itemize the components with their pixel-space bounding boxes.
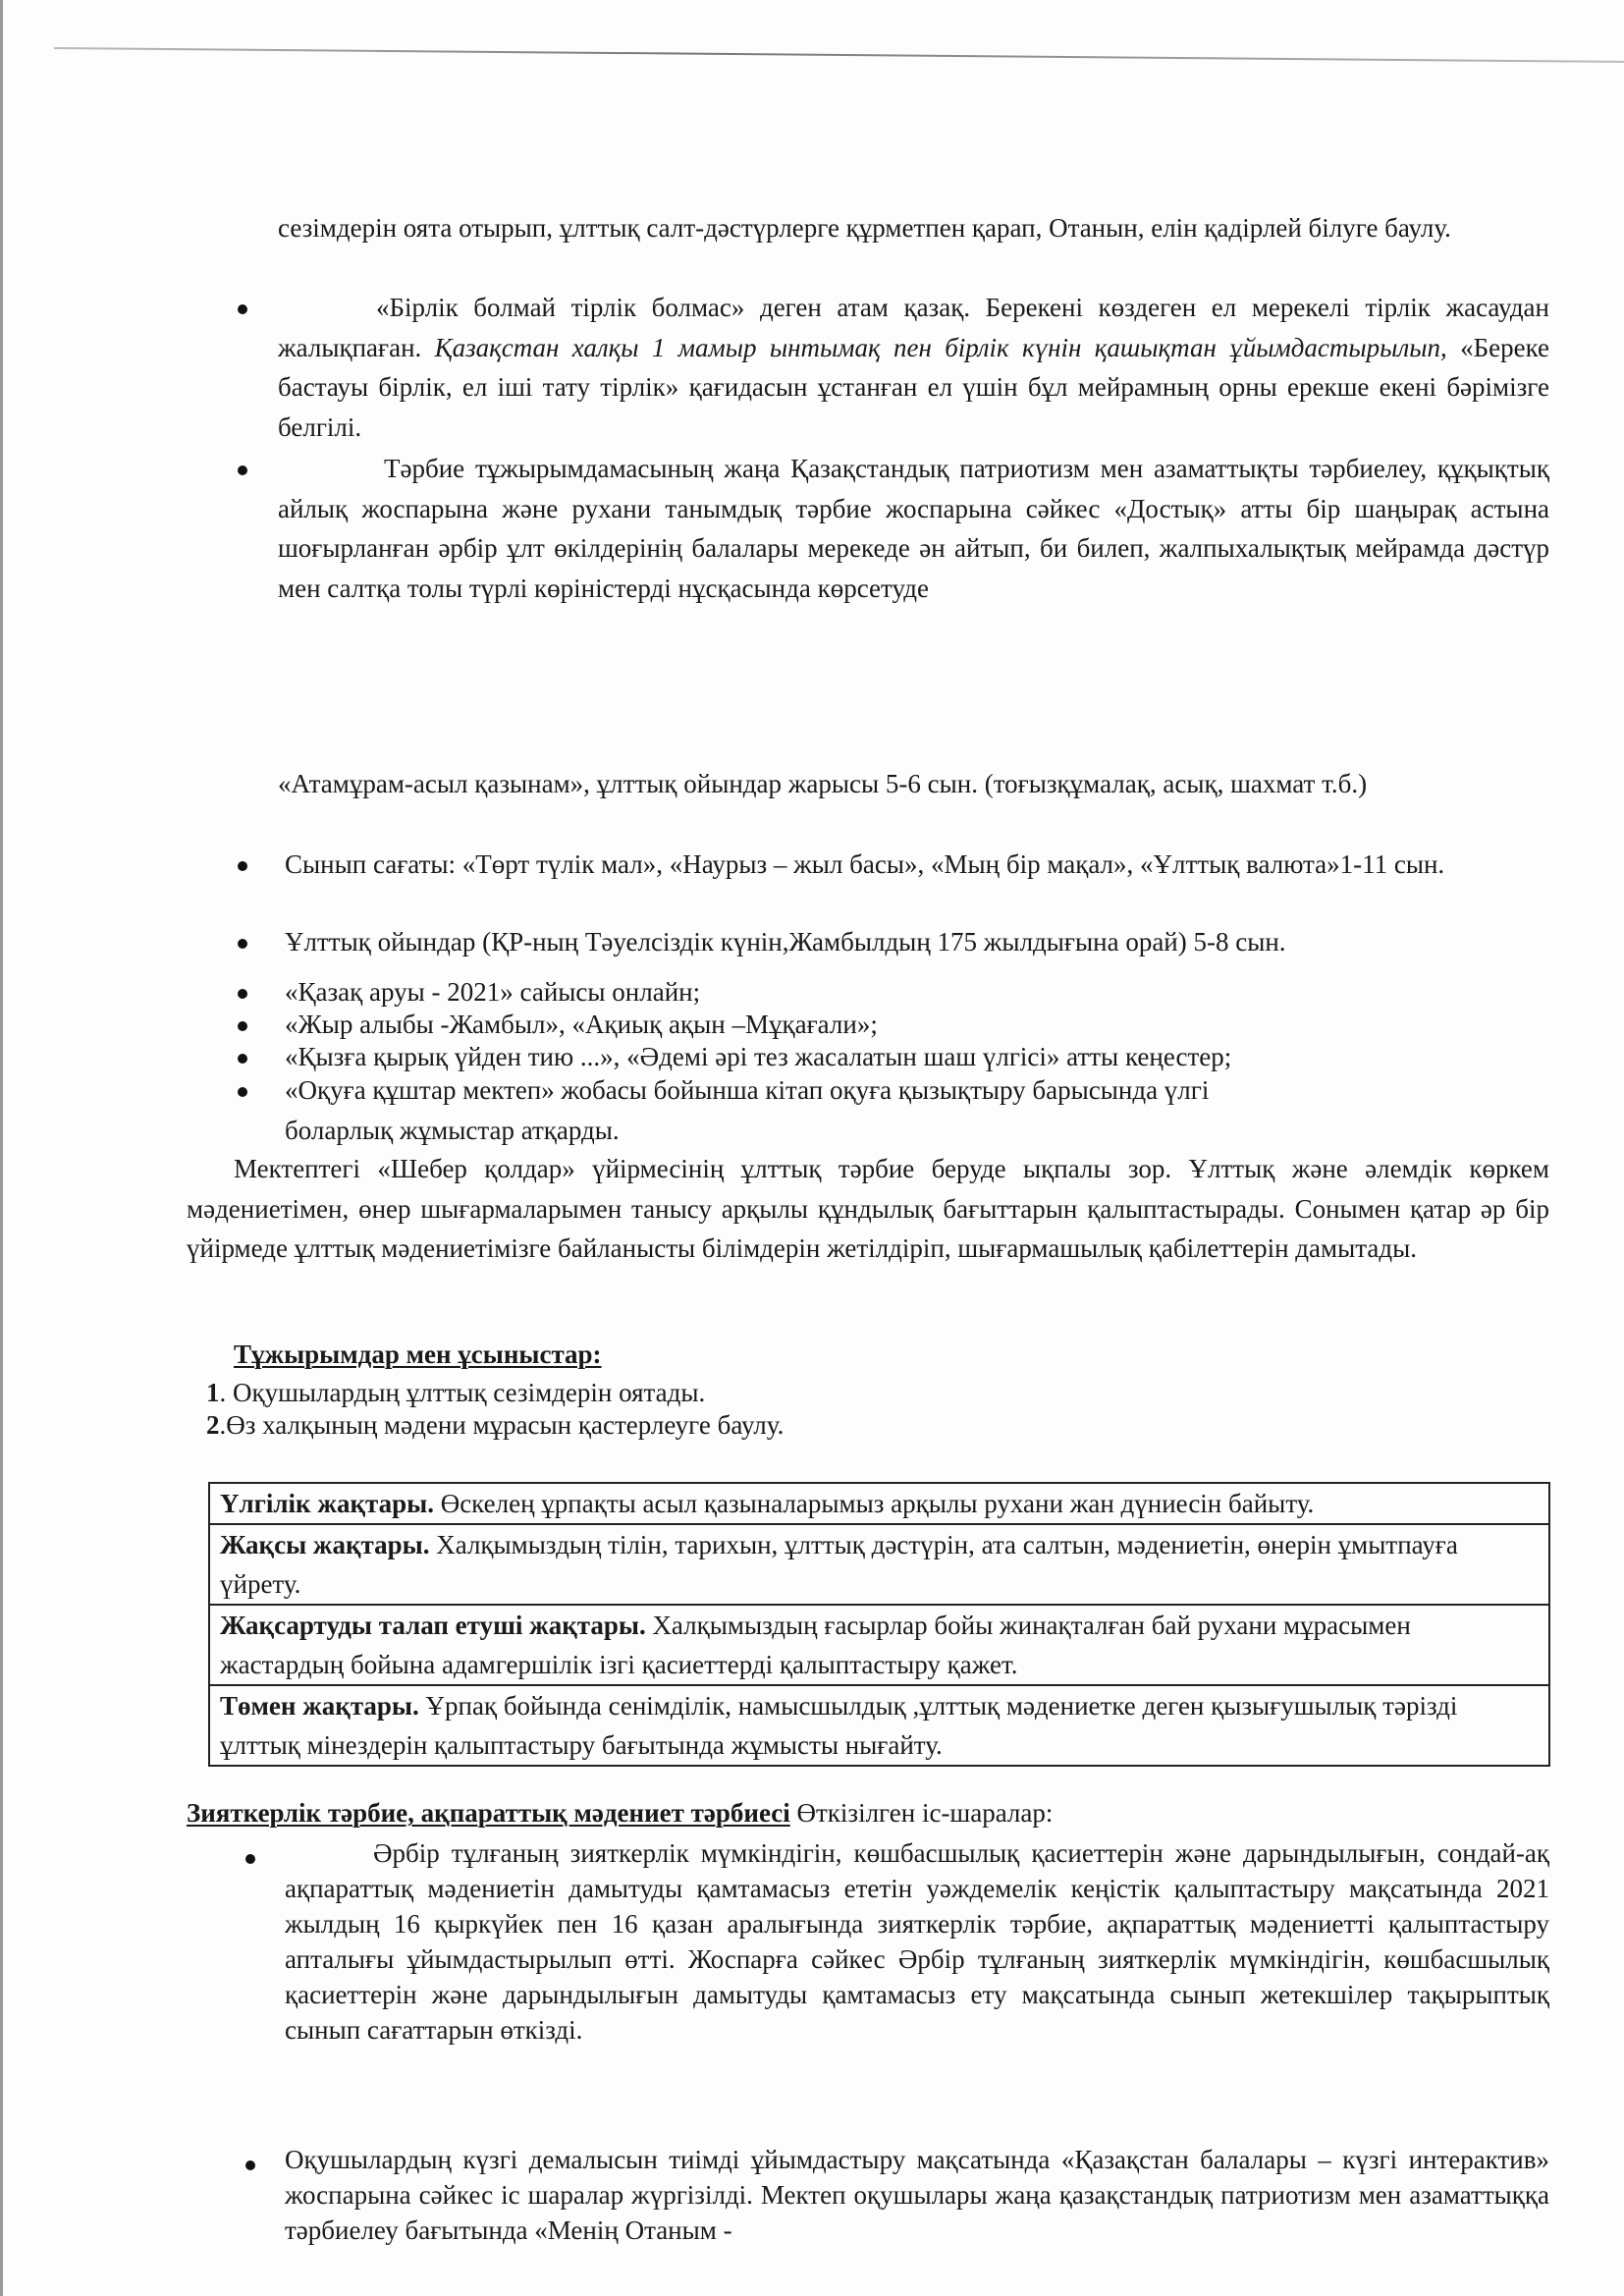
- scan-edge-shadow: [0, 0, 3, 2296]
- intro-text: сезімдерін оята отырып, ұлттық салт-дәстүрлерге құрметпен қарап, Отанын, елін қадірлей білуге баулу.: [278, 213, 1451, 243]
- events-list-item: [285, 1070, 1267, 1150]
- table-row: [209, 1524, 1549, 1605]
- event-text: Сынып сағаты: «Төрт түлік мал», «Наурыз – жыл басы», «Мың бір мақал», «Ұлттық валюта»1-11 сын.: [285, 849, 1445, 879]
- conclusions-heading: Тұжырымдар мен ұсыныстар:: [234, 1339, 602, 1369]
- unity-day-text-a: «Бірлік болмай тірлік болмас» деген атам қазақ. Берекені көздеген ел мерекелі тірлік жасаудан жалықпаған.: [278, 293, 1549, 362]
- section-subheading: Өткізілген іс-шаралар:: [789, 1798, 1054, 1828]
- conclusion-number: 2: [206, 1410, 220, 1440]
- table-cell: [209, 1483, 1549, 1524]
- row-text: Халқымыздың тілін, тарихын, ұлттық дәстүрін, ата салтын, мәдениетін, өнерін ұмытпауға үйрету.: [220, 1530, 1458, 1599]
- event-text: «Жыр алыбы -Жамбыл», «Ақиық ақын –Мұқағали»;: [285, 1010, 878, 1039]
- row-text: Халқымыздың ғасырлар бойы жинақталған бай рухани мұрасымен жастардың бойына адамгершілік ізгі қасиеттерді қалыптастыру қажет.: [220, 1611, 1411, 1679]
- bullet-icon: [238, 1087, 247, 1097]
- section-heading: Зияткерлік тәрбие, ақпараттық мәдениет тәрбиесі: [187, 1798, 790, 1828]
- row-label: Төмен жақтары.: [220, 1691, 419, 1721]
- table-row: [209, 1685, 1549, 1766]
- bullet-icon: [238, 304, 247, 314]
- friendship-text: Тәрбие тұжырымдамасының жаңа Қазақстандық патриотизм мен азаматтықты тәрбиелеу, құқықтық айлық жоспарына және рухани танымдық тәрбие жоспарына сәйкес «Достық» атты бір шаңырақ астына шоғырланған әрбір ұлт өкілдерінің балалары мерекеде ән айтып, би билеп, жалпыхалықтық мейрамда дәстүр мен салтқа толы түрлі көріністерді нұсқасында көрсетуде: [278, 454, 1549, 603]
- club-paragraph: [187, 1149, 1549, 1269]
- friendship-paragraph: [278, 449, 1549, 608]
- bullet-icon: [245, 1854, 255, 1864]
- bullet-icon: [238, 939, 247, 949]
- row-label: Жақсы жақтары.: [220, 1530, 430, 1559]
- table-cell: [209, 1605, 1549, 1685]
- conclusion-text: . Оқушылардың ұлттық сезімдерін оятады.: [219, 1378, 706, 1407]
- autumn-holiday-text: Оқушылардың күзгі демалысын тиімді ұйымдастыру мақсатында «Қазақстан балалары – күзгі интерактив» жоспарына сәйкес іс шаралар жүргізілді. Мектеп оқушылары жаңа қазақстандық патриотизм мен азаматтыққа тәрбиелеу бағытында «Менің Отаным -: [285, 2145, 1549, 2245]
- games-paragraph: [278, 764, 1549, 804]
- autumn-holiday-paragraph: [285, 2142, 1549, 2248]
- events-list-item: [285, 845, 1549, 885]
- games-text: «Атамұрам-асыл қазынам», ұлттық ойындар жарысы 5-6 сын. (тоғызқұмалақ, асық, шахмат т.б.): [278, 769, 1368, 798]
- conclusion-item: [206, 1405, 784, 1446]
- table-row: [209, 1483, 1549, 1524]
- conclusion-text: .Өз халқының мәдени мұрасын қастерлеуге баулу.: [219, 1410, 785, 1440]
- bullet-icon: [238, 465, 247, 475]
- intro-paragraph: [278, 208, 1549, 248]
- events-list-item: [285, 922, 1549, 962]
- bullet-icon: [238, 861, 247, 871]
- bullet-icon: [238, 1054, 247, 1064]
- conclusion-number: 1: [206, 1378, 220, 1407]
- event-text: «Қазақ аруы - 2021» сайысы онлайн;: [285, 977, 701, 1007]
- bullet-icon: [238, 1021, 247, 1031]
- unity-day-text-italic: Қазақстан халқы 1 мамыр ынтымақ пен бірлік күнін қашықтан ұйымдастырылып,: [434, 332, 1447, 362]
- event-text: «Қызға қырық үйден тию ...», «Әдемі әрі тез жасалатын шаш үлгісі» атты кеңестер;: [285, 1042, 1232, 1071]
- event-text: «Оқуға құштар мектеп» жобасы бойынша кітап оқуға қызықтыру барысында үлгі боларлық жұмыстар атқарды.: [285, 1075, 1210, 1145]
- row-label: Үлгілік жақтары.: [220, 1489, 434, 1518]
- intellectual-week-text: Әрбір тұлғаның зияткерлік мүмкіндігін, көшбасшылық қасиеттерін және дарындылығын, сондай-ақ ақпараттық мәдениетін дамытуды қамтамасыз ететін уәждемелік кеңістік қалыптастыру мақсатында 2021 жылдың 16 қыркүйек пен 16 қазан аралығында зияткерлік тәрбие, ақпараттық мәдениетті қалыптастыру апталығы ұйымдастырылып өтті. Жоспарға сәйкес Әрбір тұлғаның зияткерлік мүмкіндігін, көшбасшылық қасиеттерін және дарындылығын дамытуды қамтамасыз ету мақсатында сынып жетекшілер тақырыптық сынып сағаттарын өткізді.: [285, 1838, 1549, 2045]
- bullet-icon: [245, 2160, 255, 2170]
- assessment-table: [208, 1482, 1550, 1767]
- club-text: Мектептегі «Шебер қолдар» үйірмесінің ұлттық тәрбие беруде ықпалы зор. Ұлттық және әлемдік көркем мәдениетімен, өнер шығармаларымен танысу арқылы құндылық бағыттарын қалыптастырады. Сонымен қатар әр бір үйірмеде ұлттық мәдениетімізге байланысты білімдерін жетілдіріп, шығармашылық қабілеттерін дамытады.: [187, 1154, 1549, 1263]
- row-label: Жақсартуды талап етуші жақтары.: [220, 1611, 646, 1640]
- unity-day-text-b: «Береке бастауы бірлік, ел іші тату тірлік» қағидасын ұстанған ел үшін бұл мейрамның орны ерекше екені бәрімізге белгілі.: [278, 332, 1549, 442]
- bullet-icon: [238, 989, 247, 999]
- table-cell: [209, 1524, 1549, 1605]
- event-text: Ұлттық ойындар (ҚР-ның Тәуелсіздік күнін,Жамбылдың 175 жылдығына орай) 5-8 сын.: [285, 927, 1286, 957]
- intellectual-section-header: [187, 1793, 1053, 1833]
- table-row: [209, 1605, 1549, 1685]
- row-text: Ұрпақ бойында сенімділік, намысшылдық ,ұлттық мәдениетке деген қызығушылық тәрізді ұлттық мінездерін қалыптастыру бағытында жұмысты нығайту.: [220, 1691, 1458, 1760]
- intellectual-week-paragraph: [285, 1835, 1549, 2048]
- unity-day-paragraph: [278, 288, 1549, 447]
- table-cell: [209, 1685, 1549, 1766]
- row-text: Өскелең ұрпақты асыл қазыналарымыз арқылы рухани жан дүниесін байыту.: [433, 1489, 1315, 1518]
- scan-top-line: [54, 47, 1624, 63]
